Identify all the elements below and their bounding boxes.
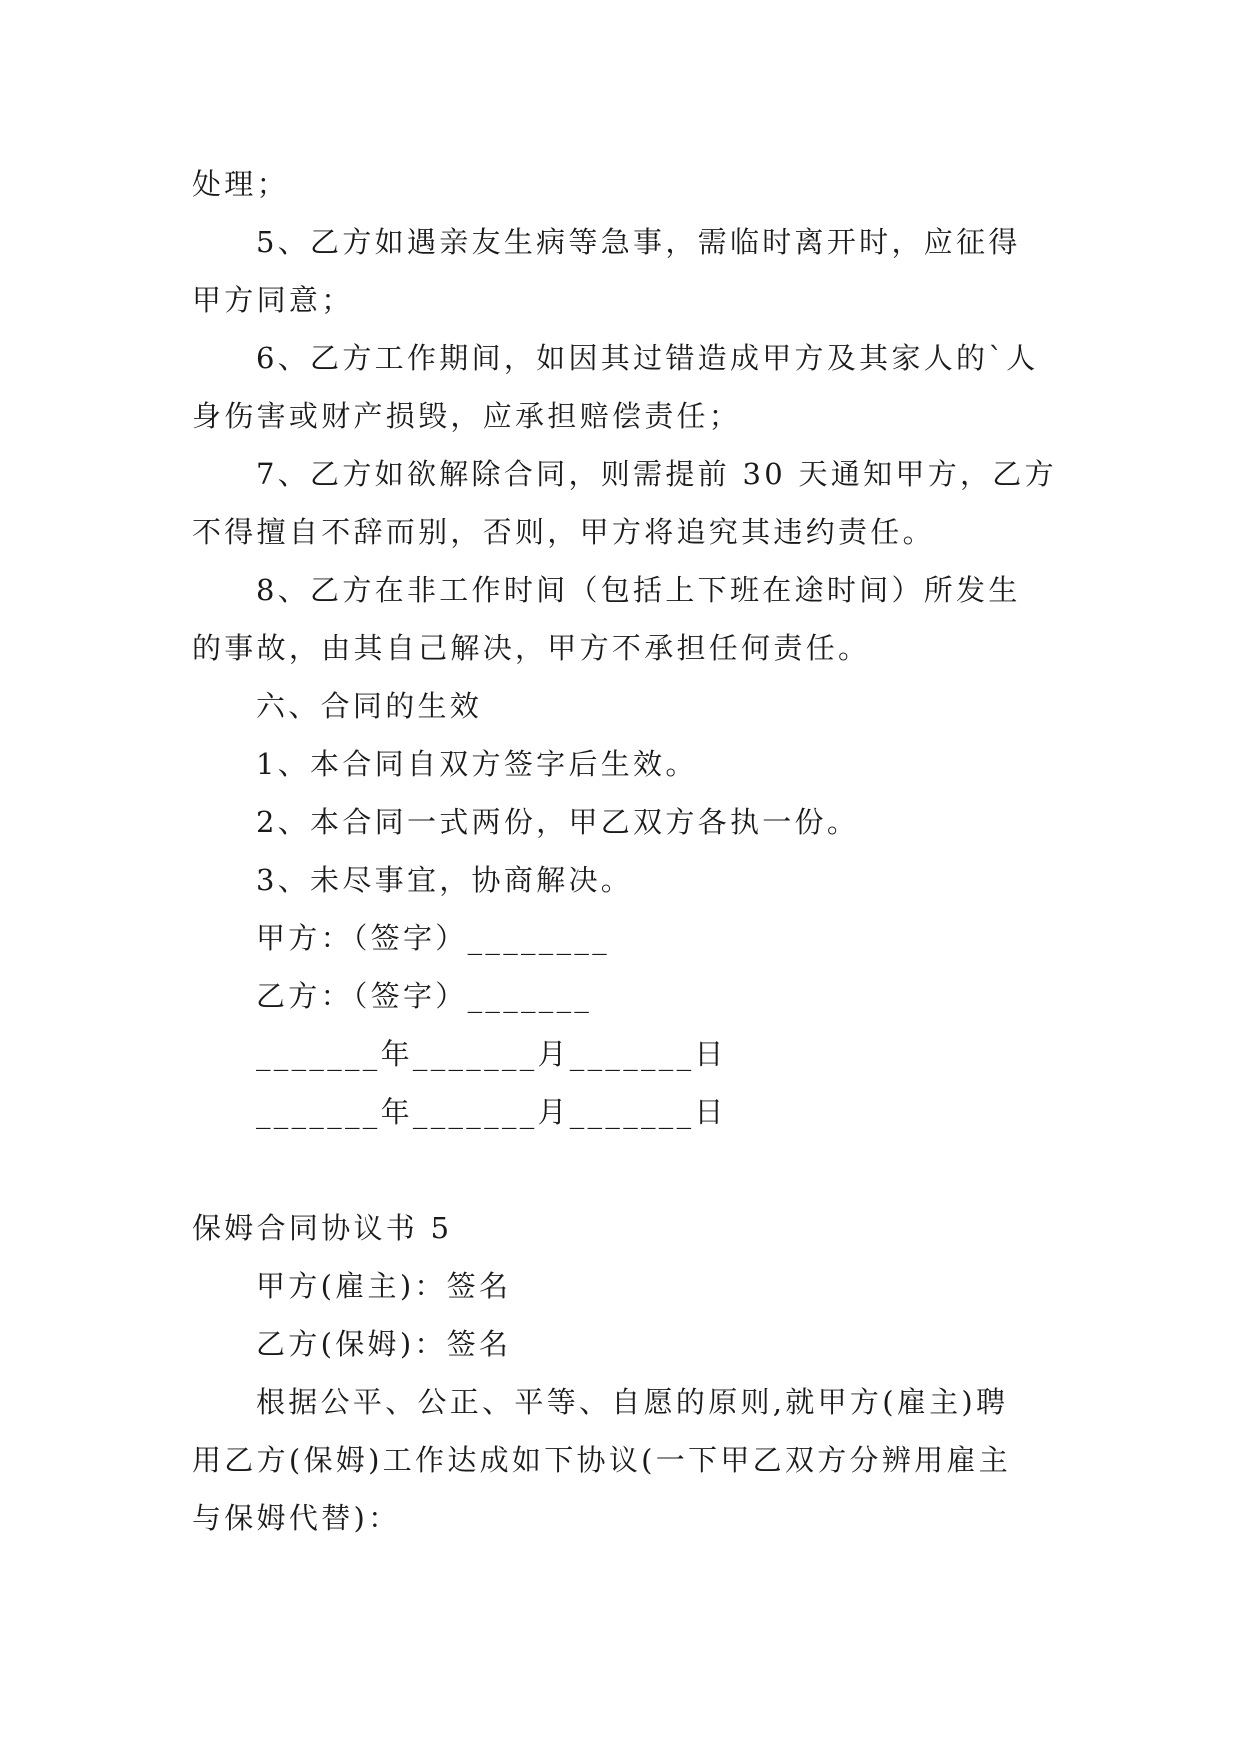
clause-5: 5、乙方如遇亲友生病等急事，需临时离开时，应征得 [256,225,1021,259]
date-line-2: _______年_______月_______日 [256,1095,727,1129]
clause-7-continued: 不得擅自不辞而别，否则，甲方将追究其违约责任。 [192,515,935,549]
clause-7: 7、乙方如欲解除合同，则需提前 30 天通知甲方，乙方 [256,457,1057,491]
effectiveness-clause-3: 3、未尽事宜，协商解决。 [256,863,634,897]
date-line-1: _______年_______月_______日 [256,1037,727,1071]
preamble-continued-2: 与保姆代替)： [192,1501,401,1535]
clause-8: 8、乙方在非工作时间（包括上下班在途时间）所发生 [256,573,1021,607]
preamble-continued-1: 用乙方(保姆)工作达成如下协议(一下甲乙双方分辨用雇主 [192,1443,1012,1477]
effectiveness-clause-2: 2、本合同一式两份，甲乙双方各执一份。 [256,805,860,839]
clause-6: 6、乙方工作期间，如因其过错造成甲方及其家人的`人 [256,341,1039,375]
document-title-5: 保姆合同协议书 5 [192,1211,453,1245]
party-a-employer: 甲方(雇主)：签名 [256,1269,512,1303]
party-b-nanny: 乙方(保姆)：签名 [256,1327,512,1361]
clause-8-continued: 的事故，由其自己解决，甲方不承担任何责任。 [192,631,871,665]
clause-4-continued: 处理； [192,167,289,201]
clause-5-continued: 甲方同意； [192,283,354,317]
preamble-paragraph: 根据公平、公正、平等、自愿的原则,就甲方(雇主)聘 [256,1385,1009,1419]
clause-6-continued: 身伤害或财产损毁，应承担赔偿责任； [192,399,742,433]
party-a-signature-line: 甲方：（签字）________ [256,921,611,955]
effectiveness-clause-1: 1、本合同自双方签字后生效。 [256,747,698,781]
section-heading-effectiveness: 六、合同的生效 [256,689,483,723]
party-b-signature-line: 乙方：（签字）_______ [256,979,593,1013]
